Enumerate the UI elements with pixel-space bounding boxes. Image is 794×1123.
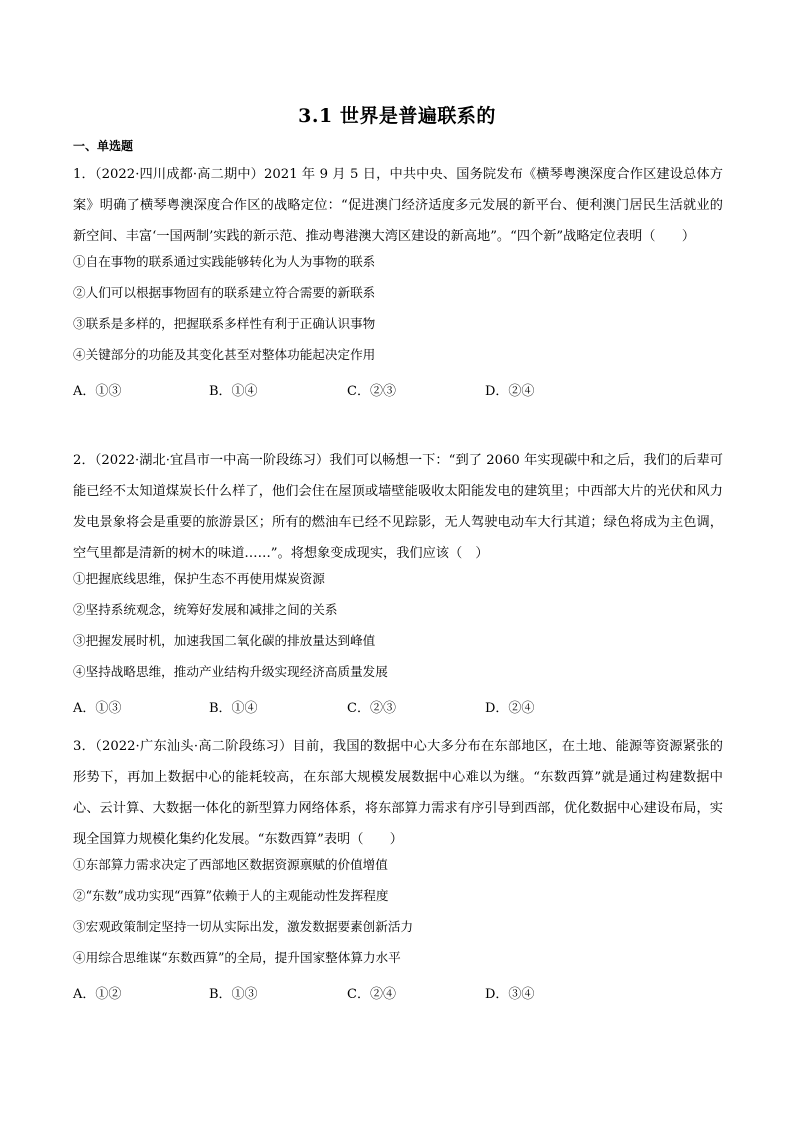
section-heading: 一、单选题 — [73, 139, 134, 153]
option-a: A．①③ — [73, 701, 122, 716]
statement-1: ①自在事物的联系通过实践能够转化为人为事物的联系 — [73, 254, 376, 269]
option-d: D．②④ — [485, 701, 535, 716]
answer-options — [73, 693, 723, 724]
statement-2: ②“东数”成功实现“西算”依赖于人的主观能动性发挥程度 — [73, 888, 389, 903]
option-c: C．②③ — [347, 701, 396, 716]
question-3 — [73, 731, 723, 1010]
statement-4: ④用综合思维谋“东数西算”的全局，提升国家整体算力水平 — [73, 950, 401, 965]
option-b: B．①③ — [209, 987, 258, 1002]
question-stem: 2．（2022·湖北·宜昌市一中高一阶段练习）我们可以畅想一下：“到了 2060 年实现碳中和之后，我们的后辈可能已经不太知道煤炭长什么样了，他们会住在屋顶或墙壁能吸收太阳能发电的建筑里；中西部大片的光伏和风力发电景象将会是重要的旅游景区；所有的燃油车已经不见踪影，无人驾驶电动车大行其道；绿色将成为主色调，空气里都是清新的树木的味道……”。将想象变成现实，我们应该（ ） — [73, 453, 723, 561]
statement-1: ①东部算力需求决定了西部地区数据资源禀赋的价值增值 — [73, 857, 388, 872]
statement-3: ③宏观政策制定坚持一切从实际出发，激发数据要素创新活力 — [73, 919, 414, 934]
statement-2: ②人们可以根据事物固有的联系建立符合需要的新联系 — [73, 285, 376, 300]
option-d: D．③④ — [485, 987, 535, 1002]
option-c: C．②③ — [347, 384, 396, 399]
statement-4: ④坚持战略思维，推动产业结构升级实现经济高质量发展 — [73, 664, 388, 679]
option-b: B．①④ — [209, 384, 258, 399]
option-c: C．②④ — [347, 987, 396, 1002]
question-stem: 3．（2022·广东汕头·高二阶段练习）目前，我国的数据中心大多分布在东部地区，在土地、能源等资源紧张的形势下，再加上数据中心的能耗较高，在东部大规模发展数据中心难以为继。“东数西算”就是通过构建数据中心、云计算、大数据一体化的新型算力网络体系，将东部算力需求有序引导到西部，优化数据中心建设布局，实现全国算力规模化集约化发展。“东数西算”表明（ ） — [73, 739, 723, 847]
question-stem: 1．（2022·四川成都·高二期中）2021 年 9 月 5 日，中共中央、国务院发布《横琴粤澳深度合作区建设总体方案》明确了横琴粤澳深度合作区的战略定位：“促进澳门经济适度多元发展的新平台、便利澳门居民生活就业的新空间、丰富‘一国两制’实践的新示范、推动粤港澳大湾区建设的新高地”。“四个新”战略定位表明（ ） — [73, 167, 723, 244]
statement-3: ③把握发展时机，加速我国二氧化碳的排放量达到峰值 — [73, 633, 376, 648]
statement-4: ④关键部分的功能及其变化甚至对整体功能起决定作用 — [73, 347, 376, 362]
statement-1: ①把握底线思维，保护生态不再使用煤炭资源 — [73, 571, 325, 586]
option-b: B．①④ — [209, 701, 258, 716]
option-a: A．①③ — [73, 384, 122, 399]
answer-options — [73, 376, 723, 407]
answer-options — [73, 979, 723, 1010]
document-title: 3.1 世界是普遍联系的 — [298, 105, 496, 127]
question-1 — [73, 159, 723, 407]
option-a: A．①② — [73, 987, 122, 1002]
option-d: D．②④ — [485, 384, 535, 399]
question-2 — [73, 445, 723, 724]
statement-2: ②坚持系统观念，统筹好发展和减排之间的关系 — [73, 602, 338, 617]
statement-3: ③联系是多样的，把握联系多样性有利于正确认识事物 — [73, 316, 376, 331]
